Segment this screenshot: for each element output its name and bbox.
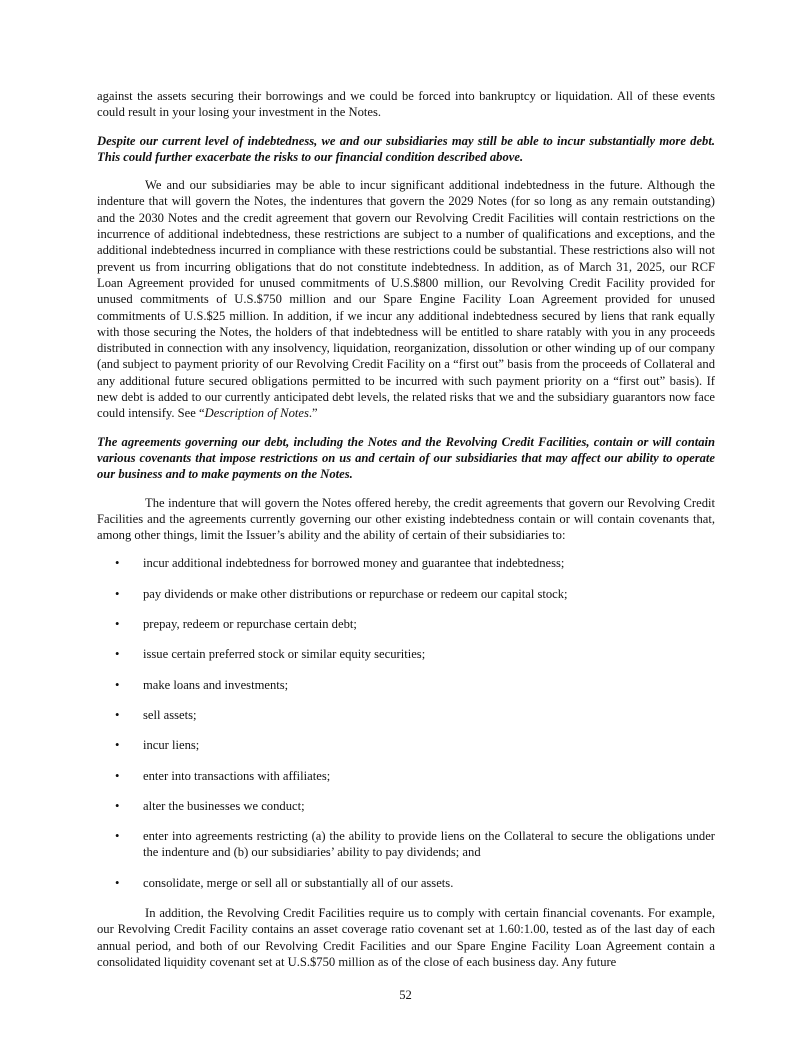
bullet-icon: •: [115, 617, 120, 632]
bullet-icon: •: [115, 556, 120, 571]
list-item: [97, 875, 715, 891]
list-item: [97, 768, 715, 784]
list-item: [97, 707, 715, 723]
bullet-icon: •: [115, 738, 120, 753]
list-item-text: consolidate, merge or sell all or substantially all of our assets.: [143, 875, 454, 890]
list-item-text: prepay, redeem or repurchase certain debt;: [143, 617, 357, 632]
list-item: [97, 798, 715, 814]
list-item-text: sell assets;: [143, 707, 197, 722]
bullet-icon: •: [115, 647, 120, 662]
list-item-text: alter the businesses we conduct;: [143, 798, 305, 813]
paragraph-end: .”: [308, 406, 318, 421]
list-item: [97, 646, 715, 662]
list-item: [97, 828, 715, 861]
bullet-icon: •: [115, 677, 120, 692]
list-item-text: issue certain preferred stock or similar equity securities;: [143, 647, 426, 662]
list-item-text: incur liens;: [143, 738, 200, 753]
document-page: [97, 88, 715, 982]
paragraph-covenants: The indenture that will govern the Notes offered hereby, the credit agreements that govern our Revolving Credit Facilities and the agreements currently governing our other existing indebtedness contain or will contain covenants that, among other things, limit the Issuer’s ability and the ability of certain of their subsidiaries to:: [97, 495, 715, 543]
cross-reference: Description of Notes: [204, 406, 309, 421]
list-item: [97, 586, 715, 602]
list-item: [97, 737, 715, 753]
paragraph-additional-debt: [97, 177, 715, 421]
paragraph-text: We and our subsidiaries may be able to incur significant additional indebtedness in the future. Although the indenture that will govern the Notes, the indentures that govern the 2029 Notes (for so long as any remain outstanding) and the 2030 Notes and the credit agreement that govern our Revolving Credit Facilities will contain restrictions on the incurrence of additional indebtedness, these restrictions are subject to a number of qualifications and exceptions, and the additional indebtedness incurred in compliance with these restrictions could be substantial. These restrictions also will not prevent us from incurring obligations that do not constitute indebtedness. In addition, as of March 31, 2025, our RCF Loan Agreement provided for unused commitments of U.S.$800 million, our Revolving Credit Facility provided for unused commitments of U.S.$750 million and our Spare Engine Facility Loan Agreement provided for unused commitments of U.S.$25 million. In addition, if we incur any additional indebtedness secured by liens that rank equally with those securing the Notes, the holders of that indebtedness will be entitled to share ratably with you in any proceeds distributed in connection with any insolvency, liquidation, reorganization, dissolution or other winding up of our company (and subject to payment priority of our Revolving Credit Facility on a “first out” basis from the proceeds of Collateral and any additional future secured obligations permitted to be incurred with such payment priority on a “first out” basis). If new debt is added to our currently anticipated debt levels, the related risks that we and the subsidiary guarantors now face could intensify. See “: [97, 178, 715, 421]
list-item-text: make loans and investments;: [143, 677, 289, 692]
list-item: [97, 677, 715, 693]
intro-paragraph: against the assets securing their borrowings and we could be forced into bankruptcy or liquidation. All of these events could result in your losing your investment in the Notes.: [97, 89, 715, 120]
bullet-icon: •: [115, 798, 120, 813]
list-item-text: enter into agreements restricting (a) the ability to provide liens on the Collateral to secure the obligations under the indenture and (b) our subsidiaries’ ability to pay dividends; and: [143, 829, 715, 860]
bullet-icon: •: [115, 875, 120, 890]
page-number: 52: [399, 988, 412, 1002]
list-item: [97, 616, 715, 632]
list-item-text: pay dividends or make other distributions or repurchase or redeem our capital stock;: [143, 586, 568, 601]
list-item: [97, 555, 715, 571]
paragraph-financial-covenants: In addition, the Revolving Credit Facilities require us to comply with certain financial covenants. For example, our Revolving Credit Facility contains an asset coverage ratio covenant set at 1.60:1.00, tested as of the last day of each annual period, and both of our Revolving Credit Facilities and our Spare Engine Facility Loan Agreement contain a consolidated liquidity covenant set at U.S.$750 million as of the close of each business day. Any future: [97, 905, 715, 969]
covenant-list: [97, 555, 715, 891]
list-item-text: incur additional indebtedness for borrowed money and guarantee that indebtedness;: [143, 556, 565, 571]
bullet-icon: •: [115, 586, 120, 601]
risk-heading-covenants: The agreements governing our debt, including the Notes and the Revolving Credit Facilities, contain or will contain various covenants that impose restrictions on us and certain of our subsidiaries that may affect our ability to operate our business and to make payments on the Notes.: [97, 434, 715, 482]
bullet-icon: •: [115, 768, 120, 783]
bullet-icon: •: [115, 829, 120, 844]
risk-heading-additional-debt: Despite our current level of indebtedness, we and our subsidiaries may still be able to incur substantially more debt. This could further exacerbate the risks to our financial condition described above.: [97, 133, 715, 164]
bullet-icon: •: [115, 707, 120, 722]
list-item-text: enter into transactions with affiliates;: [143, 768, 331, 783]
